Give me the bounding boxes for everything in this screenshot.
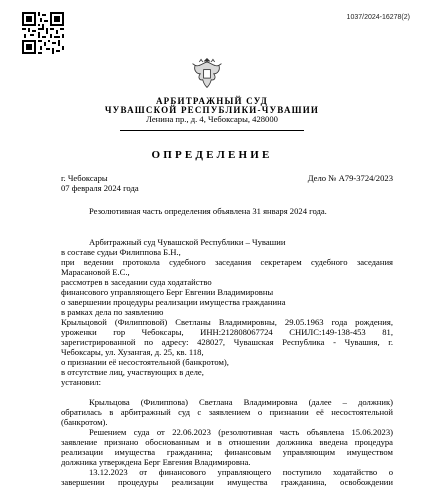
body-line: Крыльцовой (Филипповой) Светланы Владимировны, 29.05.1963 года рождения, <box>61 317 393 327</box>
body-line <box>61 387 393 397</box>
qr-code <box>22 12 64 54</box>
header-divider <box>120 130 304 131</box>
body-line: в составе судьи Филиппова Б.Н., <box>61 247 181 257</box>
body-line: в отсутствие лиц, участвующих в деле, <box>61 367 204 377</box>
document-body <box>61 237 393 487</box>
body-line: Марасановой Е.С., <box>61 267 130 277</box>
court-name-line2: ЧУВАШСКОЙ РЕСПУБЛИКИ-ЧУВАШИИ <box>104 105 320 115</box>
body-line: финансового управляющего Берг Евгении Владимировны <box>61 287 274 297</box>
body-line: должника утверждена Берг Евгения Владимировна. <box>61 457 251 467</box>
body-line: установил: <box>61 377 102 387</box>
body-line: Крыльцова (Филиппова) Светлана Владимировна (далее – должник) <box>89 397 393 407</box>
body-line: в рамках дела по заявлению <box>61 307 164 317</box>
body-line: реализации имущества гражданина; финансовым управляющим имуществом <box>61 447 393 457</box>
city: г. Чебоксары <box>61 173 108 183</box>
body-line: заявление признано обоснованным и в отношении должника введена процедура <box>61 437 393 447</box>
court-address: Ленина пр., д. 4, Чебоксары, 428000 <box>146 114 278 124</box>
document-date: 07 февраля 2024 года <box>61 183 139 193</box>
case-number: Дело № А79-3724/2023 <box>307 173 393 183</box>
body-line: о завершении процедуры реализации имущества гражданина <box>61 297 286 307</box>
coat-of-arms-emblem-icon <box>190 55 224 91</box>
court-name-line1: АРБИТРАЖНЫЙ СУД <box>155 96 269 106</box>
body-line: Чебоксары, ул. Хузангая, д. 25, кв. 118, <box>61 347 204 357</box>
body-line: Арбитражный суд Чувашской Республики – Чувашии <box>89 237 286 247</box>
body-line: рассмотрев в заседании суда ходатайство <box>61 277 212 287</box>
body-line: Решением суда от 22.06.2023 (резолютивная часть объявлена 15.06.2023) <box>89 427 393 437</box>
body-line: 13.12.2023 от финансового управляющего поступило ходатайство о <box>89 467 393 477</box>
body-line: уроженки гор Чебоксары, ИНН:212808067724 СНИЛС:149-138-453 81, <box>61 327 393 337</box>
resolution-note: Резолютивная часть определения объявлена 31 января 2024 года. <box>89 206 327 216</box>
document-title: ОПРЕДЕЛЕНИЕ <box>151 149 273 161</box>
body-line: завершении процедуры реализации имущества гражданина, освобождении <box>61 477 393 487</box>
body-line: (банкротом). <box>61 417 108 427</box>
body-line: зарегистрированной по адресу: 428027, Чувашская Республика - Чувашия, г. <box>61 337 393 347</box>
body-line: обратилась в арбитражный суд с заявлением о признании её несостоятельной <box>61 407 393 417</box>
case-barcode-number: 1037/2024-16278(2) <box>346 14 410 21</box>
body-line: при ведении протокола судебного заседания секретарем судебного заседания <box>61 257 393 267</box>
body-line: о признании её несостоятельной (банкротом), <box>61 357 229 367</box>
